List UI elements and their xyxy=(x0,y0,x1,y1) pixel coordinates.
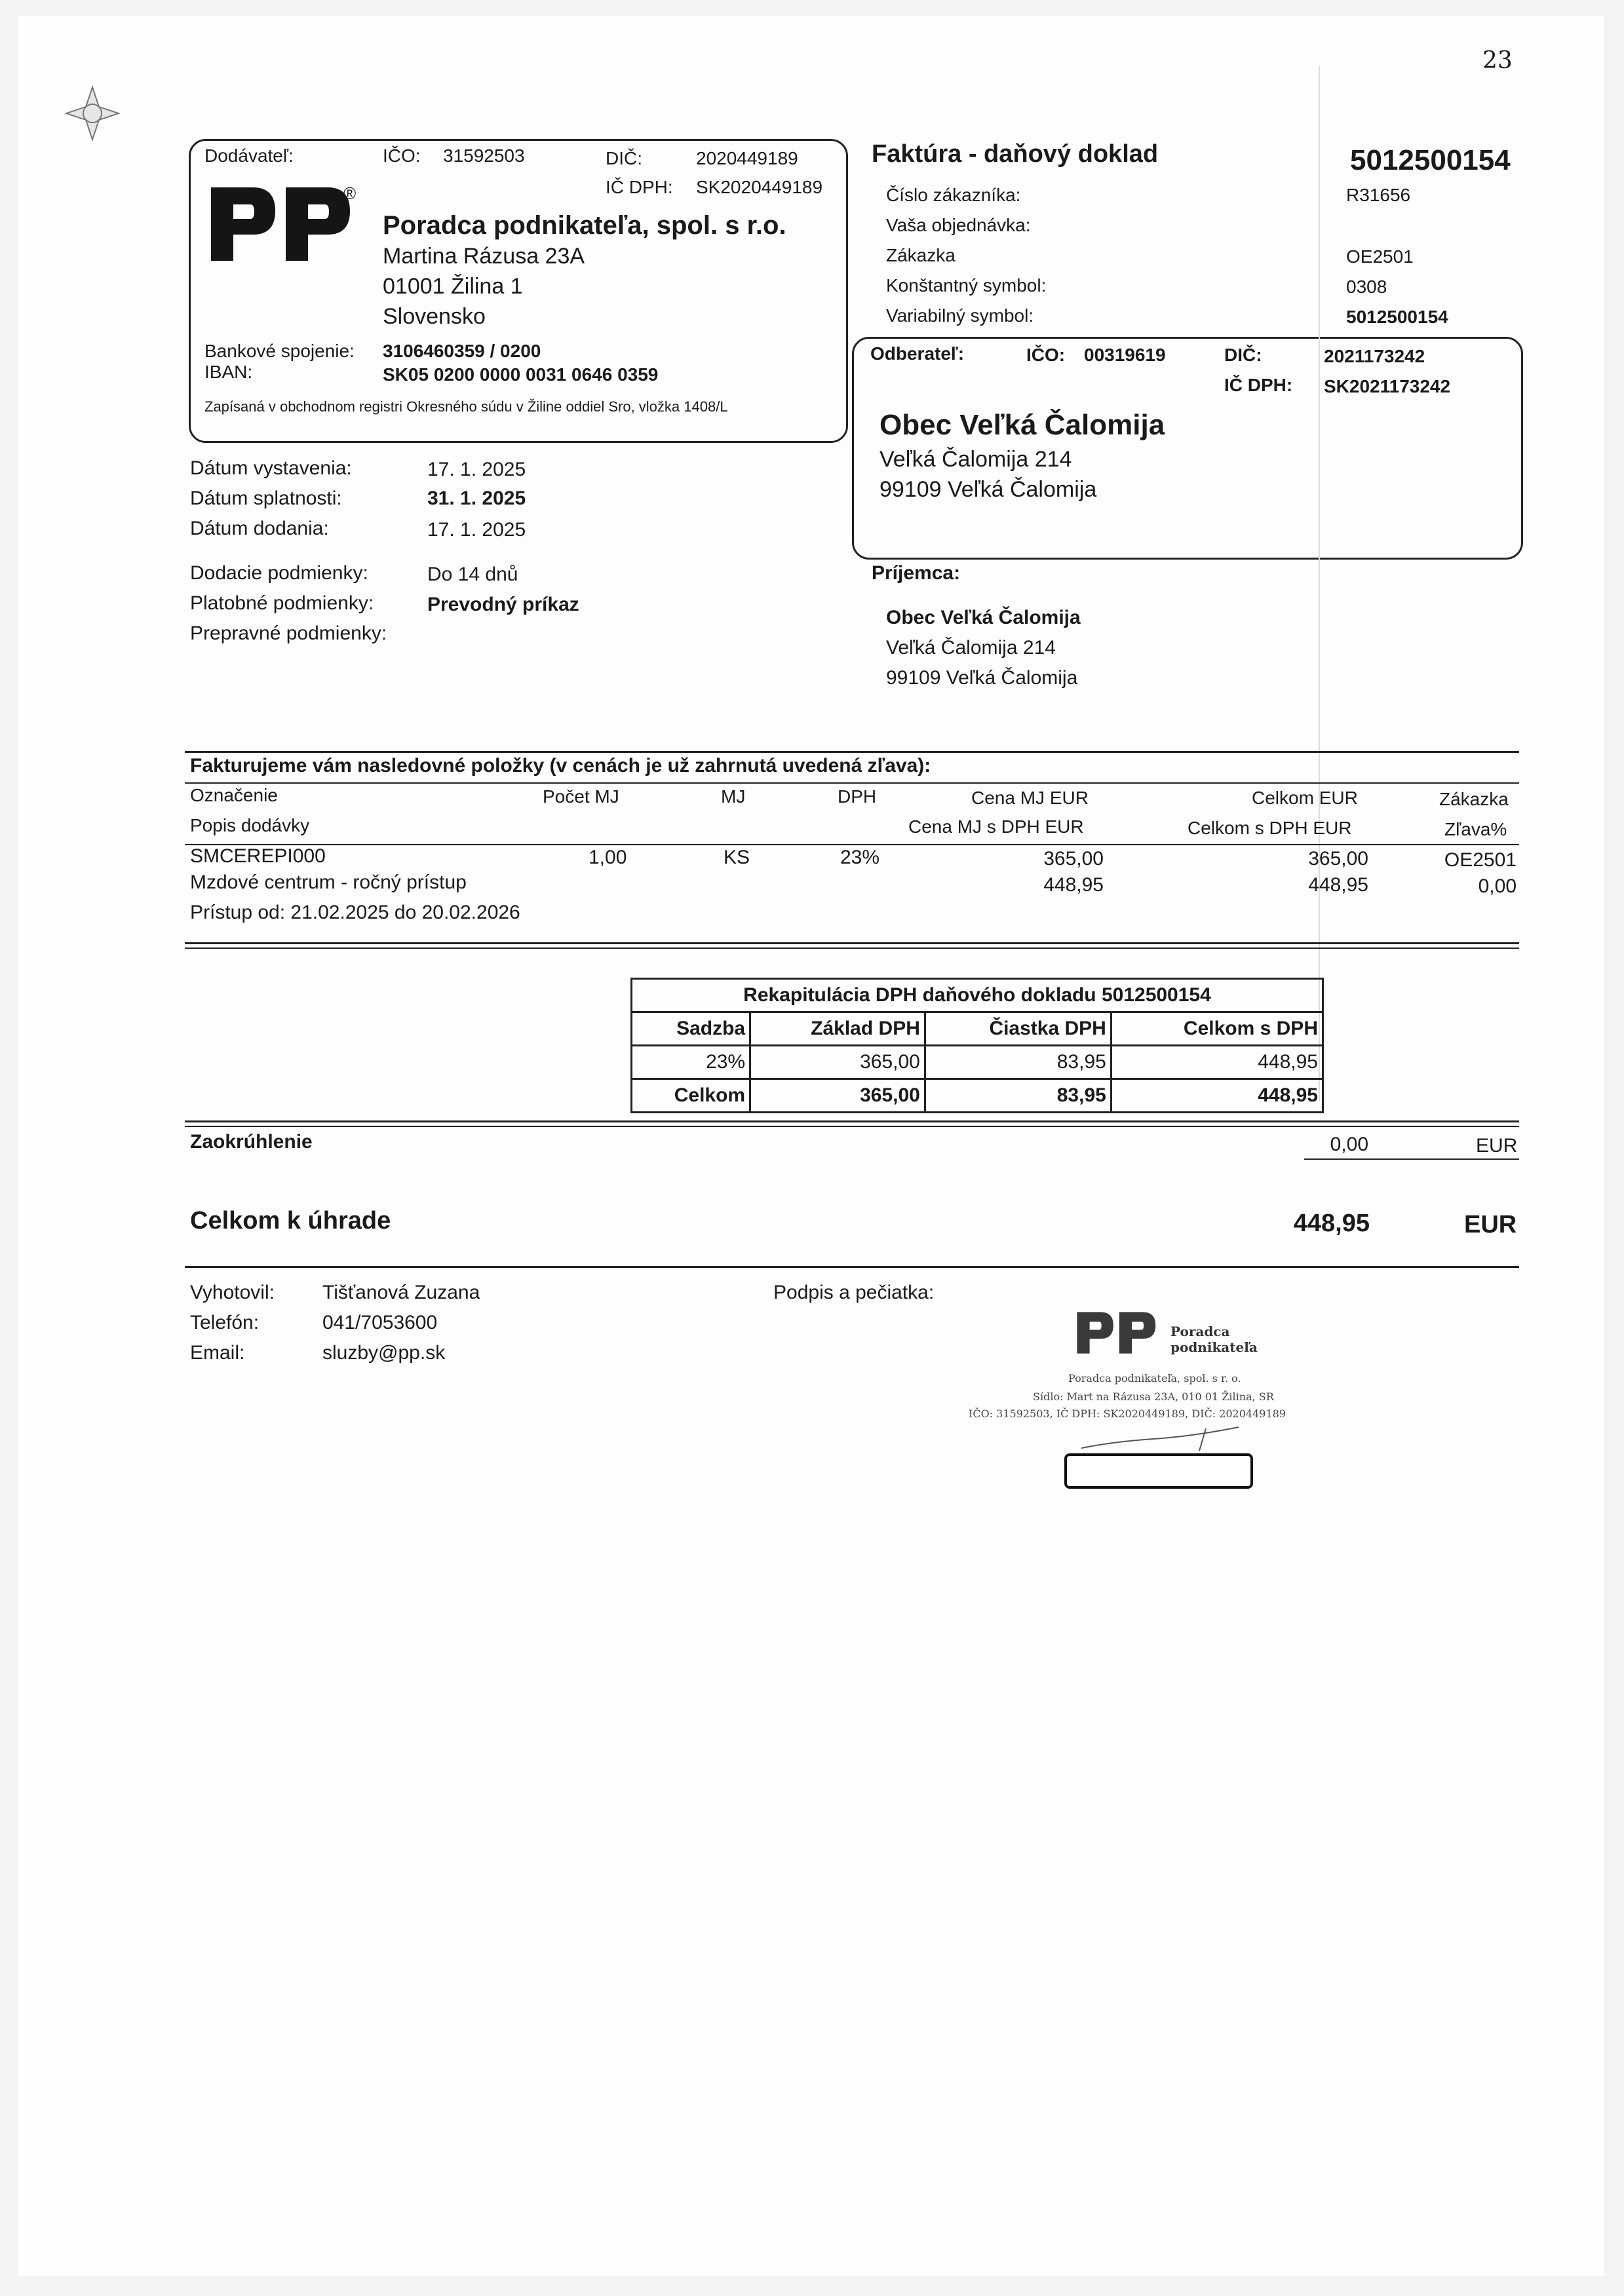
due-date: 31. 1. 2025 xyxy=(427,488,526,509)
registry-note: Zapísaná v obchodnom registri Okresného súdu v Žiline oddiel Sro, vložka 1408/L xyxy=(204,398,728,415)
issue-date-label: Dátum vystavenia: xyxy=(190,457,352,479)
item-qty: 1,00 xyxy=(589,847,627,868)
supplier-dic-label: DIČ: xyxy=(606,148,642,168)
page-number: 23 xyxy=(1482,47,1513,74)
item-note: Prístup od: 21.02.2025 do 20.02.2026 xyxy=(190,902,520,923)
item-description: Mzdové centrum - ročný prístup xyxy=(190,871,467,893)
items-header-rule xyxy=(185,782,1519,784)
rounding-label: Zaokrúhlenie xyxy=(190,1131,313,1153)
item-total-vat: 448,95 xyxy=(1308,874,1368,896)
const-symbol: 0308 xyxy=(1346,277,1387,297)
supplier-label: Dodávateľ: xyxy=(204,145,294,166)
item-job: OE2501 xyxy=(1444,849,1517,871)
footer-rule xyxy=(185,1266,1519,1268)
customer-name: Obec Veľká Čalomija xyxy=(880,409,1165,441)
recipient-street: Veľká Čalomija 214 xyxy=(886,637,1056,659)
customer-icdph-label: IČ DPH: xyxy=(1224,375,1293,395)
item-unit: KS xyxy=(724,847,750,868)
col-qty: Počet MJ xyxy=(543,786,619,807)
recap-col-total: Celkom s DPH xyxy=(1111,1012,1323,1046)
item-total: 365,00 xyxy=(1308,848,1368,870)
stamp-line-2: Sídlo: Mart na Rázusa 23A, 010 01 Žilina, SR xyxy=(1033,1390,1274,1403)
recap-total-sum: 448,95 xyxy=(1111,1079,1323,1113)
item-unit-price: 365,00 xyxy=(1043,848,1104,870)
delivery-date: 17. 1. 2025 xyxy=(427,519,526,541)
supplier-ico: 31592503 xyxy=(443,145,525,166)
total-due-label: Celkom k úhrade xyxy=(190,1207,391,1234)
var-symbol: 5012500154 xyxy=(1346,307,1448,327)
item-code: SMCEREPI000 xyxy=(190,845,326,867)
col-description: Popis dodávky xyxy=(190,815,310,835)
customer-street: Veľká Čalomija 214 xyxy=(880,447,1072,472)
iban-label: IBAN: xyxy=(204,362,253,382)
items-bottom-rule-2 xyxy=(185,947,1519,949)
signature-scribble xyxy=(1075,1422,1245,1458)
item-unit-price-vat: 448,95 xyxy=(1043,874,1104,896)
col-unit-price-vat: Cena MJ s DPH EUR xyxy=(908,816,1084,837)
items-bottom-rule xyxy=(185,942,1519,944)
item-vat: 23% xyxy=(840,847,880,868)
col-unit-price: Cena MJ EUR xyxy=(971,788,1089,808)
invoice-title: Faktúra - daňový doklad xyxy=(872,140,1159,168)
due-date-label: Dátum splatnosti: xyxy=(190,488,342,509)
rounding-top-rule xyxy=(185,1120,1519,1122)
invoice-number: 5012500154 xyxy=(1350,144,1511,176)
supplier-icdph: SK2020449189 xyxy=(696,177,823,197)
item-discount: 0,00 xyxy=(1478,875,1517,897)
col-vat: DPH xyxy=(838,786,877,807)
recap-col-vat: Čiastka DPH xyxy=(925,1012,1111,1046)
supplier-ico-label: IČO: xyxy=(383,145,421,166)
supplier-street: Martina Rázusa 23A xyxy=(383,244,585,269)
stamp-line-3: IČO: 31592503, IČ DPH: SK2020449189, DIČ: 2020449189 xyxy=(969,1407,1286,1420)
const-symbol-label: Konštantný symbol: xyxy=(886,275,1047,296)
scanner-star-icon xyxy=(63,84,122,146)
job-value: OE2501 xyxy=(1346,246,1414,267)
issue-date: 17. 1. 2025 xyxy=(427,459,526,480)
pp-logo xyxy=(207,178,358,273)
recipient-label: Príjemca: xyxy=(872,562,961,584)
recap-total: 448,95 xyxy=(1111,1046,1323,1079)
total-due-value: 448,95 xyxy=(1293,1210,1370,1237)
issuer-label: Vyhotovil: xyxy=(190,1282,275,1303)
recap-vat: 83,95 xyxy=(925,1046,1111,1079)
col-discount: Zľava% xyxy=(1444,819,1507,839)
supplier-icdph-label: IČ DPH: xyxy=(606,177,673,197)
signature-label: Podpis a pečiatka: xyxy=(773,1282,935,1303)
customer-dic: 2021173242 xyxy=(1324,346,1425,366)
rounding-top-rule-2 xyxy=(185,1126,1519,1127)
recap-total-base: 365,00 xyxy=(750,1079,925,1113)
items-intro: Fakturujeme vám nasledovné položky (v cenách je už zahrnutá uvedená zľava): xyxy=(190,755,931,776)
customer-icdph: SK2021173242 xyxy=(1324,376,1451,396)
registered-mark: ® xyxy=(343,183,357,203)
iban: SK05 0200 0000 0031 0646 0359 xyxy=(383,364,659,385)
recipient-name: Obec Veľká Čalomija xyxy=(886,607,1081,628)
total-due-currency: EUR xyxy=(1464,1211,1517,1238)
job-label: Zákazka xyxy=(886,245,956,265)
payment-terms: Prevodný príkaz xyxy=(427,594,579,615)
supplier-dic: 2020449189 xyxy=(696,148,798,168)
customer-dic-label: DIČ: xyxy=(1224,345,1262,365)
recap-rate: 23% xyxy=(632,1046,750,1079)
customer-no-label: Číslo zákazníka: xyxy=(886,185,1021,205)
col-total: Celkom EUR xyxy=(1252,788,1358,808)
email-label: Email: xyxy=(190,1342,245,1364)
supplier-country: Slovensko xyxy=(383,304,486,329)
customer-ico: 00319619 xyxy=(1084,345,1166,365)
recap-total-row xyxy=(632,1079,1323,1113)
recipient-city: 99109 Veľká Čalomija xyxy=(886,667,1078,689)
payment-terms-label: Platobné podmienky: xyxy=(190,592,374,614)
redacted-signature-box xyxy=(1064,1453,1253,1489)
transport-terms-label: Prepravné podmienky: xyxy=(190,622,387,644)
supplier-name: Poradca podnikateľa, spol. s r.o. xyxy=(383,211,786,240)
recap-col-rate: Sadzba xyxy=(632,1012,750,1046)
issuer-name: Tišťanová Zuzana xyxy=(322,1282,480,1303)
recap-col-base: Základ DPH xyxy=(750,1012,925,1046)
delivery-date-label: Dátum dodania: xyxy=(190,518,329,539)
bank-account: 3106460359 / 0200 xyxy=(383,341,541,361)
col-job: Zákazka xyxy=(1439,789,1509,809)
rounding-bottom-rule xyxy=(1304,1158,1519,1160)
phone-label: Telefón: xyxy=(190,1312,260,1333)
customer-ico-label: IČO: xyxy=(1026,345,1066,365)
rounding-currency: EUR xyxy=(1476,1135,1518,1157)
customer-label: Odberateľ: xyxy=(870,343,965,364)
stamp-line-1: Poradca podnikateľa, spol. s r. o. xyxy=(1068,1372,1241,1385)
var-symbol-label: Variabilný symbol: xyxy=(886,305,1034,326)
recap-row xyxy=(632,1046,1323,1079)
col-unit: MJ xyxy=(721,786,746,807)
vat-recap-table xyxy=(630,978,1324,1113)
delivery-terms-label: Dodacie podmienky: xyxy=(190,562,368,584)
col-designation: Označenie xyxy=(190,785,278,805)
delivery-terms: Do 14 dnů xyxy=(427,564,518,585)
items-top-rule xyxy=(185,751,1519,753)
recap-base: 365,00 xyxy=(750,1046,925,1079)
scan-line xyxy=(1319,66,1320,1101)
col-total-vat: Celkom s DPH EUR xyxy=(1188,818,1352,838)
recap-total-vat: 83,95 xyxy=(925,1079,1111,1113)
stamp-logo xyxy=(1075,1307,1160,1362)
customer-city: 99109 Veľká Čalomija xyxy=(880,477,1097,502)
items-row-rule xyxy=(185,844,1519,845)
rounding-value: 0,00 xyxy=(1330,1134,1368,1155)
phone: 041/7053600 xyxy=(322,1312,438,1333)
customer-no: R31656 xyxy=(1346,185,1411,205)
stamp-brand-2: podnikateľa xyxy=(1170,1339,1258,1355)
recap-title: Rekapitulácia DPH daňového dokladu 5012500154 xyxy=(632,979,1323,1012)
email: sluzby@pp.sk xyxy=(322,1342,446,1364)
stamp-brand-1: Poradca xyxy=(1170,1324,1230,1339)
order-label: Vaša objednávka: xyxy=(886,215,1031,235)
supplier-city: 01001 Žilina 1 xyxy=(383,274,523,299)
bank-label: Bankové spojenie: xyxy=(204,341,355,361)
recap-total-label: Celkom xyxy=(632,1079,750,1113)
